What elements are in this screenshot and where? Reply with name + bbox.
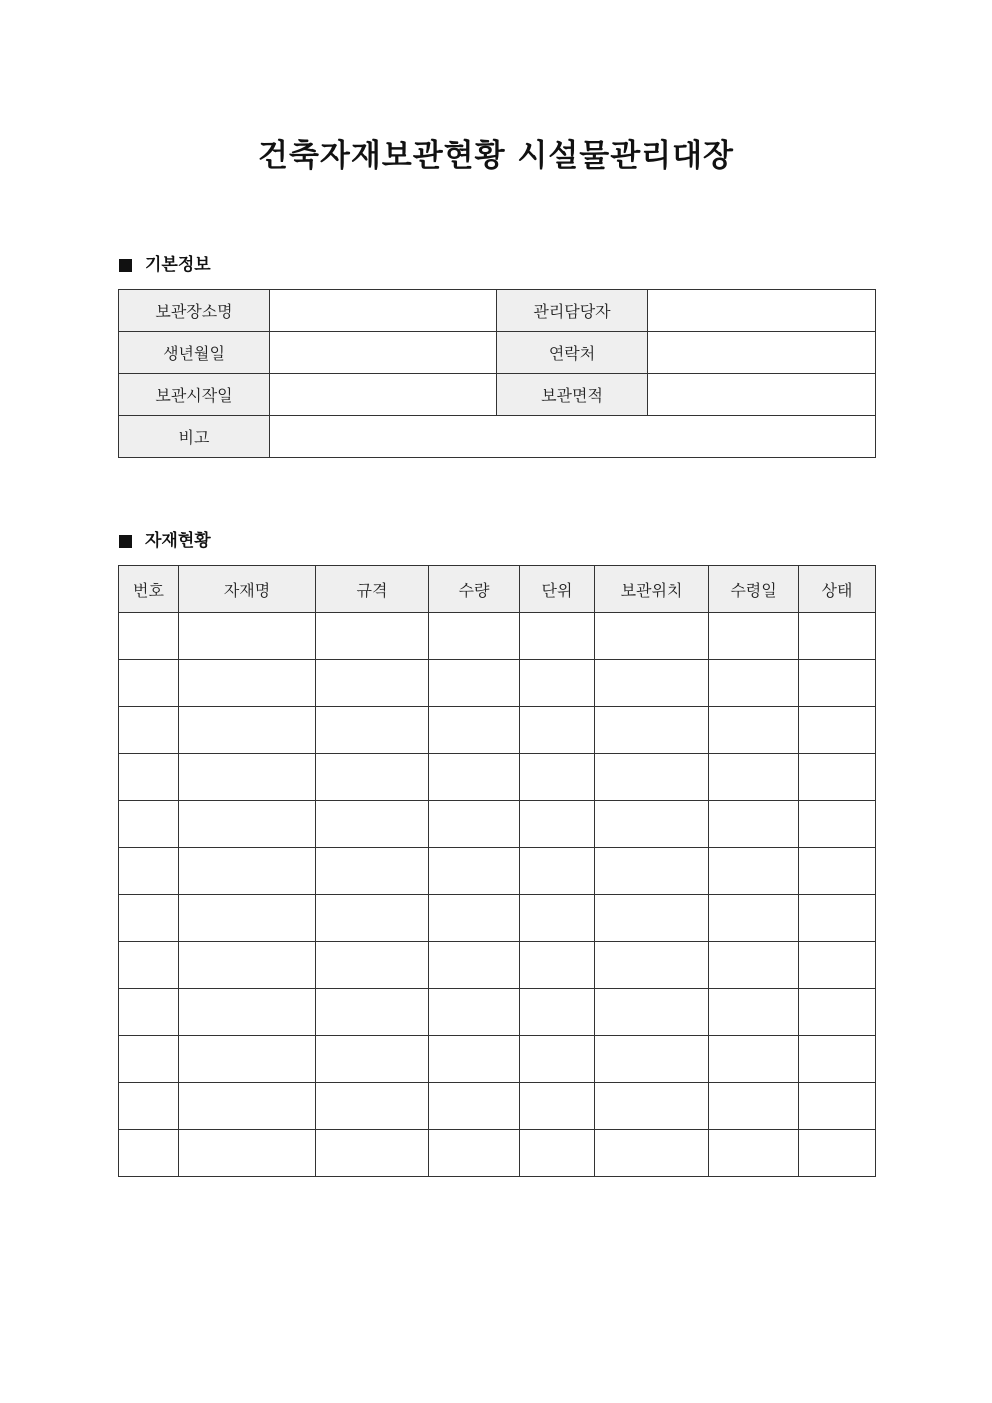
cell-material-name[interactable] [179, 989, 316, 1036]
table-row [119, 848, 876, 895]
cell-unit[interactable] [520, 613, 595, 660]
table-row [119, 801, 876, 848]
cell-unit[interactable] [520, 895, 595, 942]
storage-area-field[interactable] [648, 374, 876, 416]
col-header-material-name: 자재명 [179, 566, 316, 613]
col-header-quantity: 수량 [429, 566, 520, 613]
cell-status[interactable] [799, 613, 876, 660]
table-row [119, 613, 876, 660]
materials-heading-text: 자재현황 [145, 531, 211, 551]
cell-number[interactable] [119, 848, 179, 895]
cell-spec[interactable] [316, 1036, 429, 1083]
cell-spec[interactable] [316, 1130, 429, 1177]
cell-status[interactable] [799, 895, 876, 942]
cell-number[interactable] [119, 895, 179, 942]
cell-location[interactable] [595, 942, 709, 989]
cell-received-date[interactable] [709, 1036, 799, 1083]
cell-number[interactable] [119, 1083, 179, 1130]
cell-quantity[interactable] [429, 1036, 520, 1083]
cell-received-date[interactable] [709, 613, 799, 660]
cell-material-name[interactable] [179, 754, 316, 801]
materials-header-row [119, 566, 876, 613]
cell-unit[interactable] [520, 660, 595, 707]
cell-quantity[interactable] [429, 801, 520, 848]
basic-info-row [119, 332, 876, 374]
cell-material-name[interactable] [179, 1130, 316, 1177]
cell-number[interactable] [119, 1130, 179, 1177]
cell-received-date[interactable] [709, 848, 799, 895]
cell-unit[interactable] [520, 801, 595, 848]
cell-material-name[interactable] [179, 660, 316, 707]
cell-status[interactable] [799, 660, 876, 707]
cell-number[interactable] [119, 754, 179, 801]
storage-start-field[interactable] [270, 374, 497, 416]
storage-name-field[interactable] [270, 290, 497, 332]
cell-received-date[interactable] [709, 895, 799, 942]
cell-unit[interactable] [520, 707, 595, 754]
contact-label: 연락처 [497, 332, 648, 374]
cell-status[interactable] [799, 707, 876, 754]
col-header-received-date: 수령일 [709, 566, 799, 613]
cell-status[interactable] [799, 1083, 876, 1130]
table-row [119, 942, 876, 989]
cell-status[interactable] [799, 754, 876, 801]
cell-spec[interactable] [316, 942, 429, 989]
cell-material-name[interactable] [179, 1036, 316, 1083]
basic-info-heading [119, 253, 211, 277]
cell-location[interactable] [595, 754, 709, 801]
contact-field[interactable] [648, 332, 876, 374]
table-row [119, 989, 876, 1036]
remarks-label: 비고 [119, 416, 270, 458]
col-header-number: 번호 [119, 566, 179, 613]
cell-status[interactable] [799, 801, 876, 848]
cell-received-date[interactable] [709, 754, 799, 801]
col-header-unit: 단위 [520, 566, 595, 613]
cell-spec[interactable] [316, 848, 429, 895]
cell-spec[interactable] [316, 1083, 429, 1130]
basic-info-table [118, 289, 876, 458]
table-row [119, 1083, 876, 1130]
cell-location[interactable] [595, 1130, 709, 1177]
cell-quantity[interactable] [429, 1083, 520, 1130]
cell-number[interactable] [119, 1036, 179, 1083]
cell-unit[interactable] [520, 754, 595, 801]
cell-received-date[interactable] [709, 660, 799, 707]
manager-label: 관리담당자 [497, 290, 648, 332]
square-bullet-icon [119, 535, 132, 548]
basic-info-row [119, 416, 876, 458]
cell-spec[interactable] [316, 707, 429, 754]
cell-material-name[interactable] [179, 1083, 316, 1130]
col-header-status: 상태 [799, 566, 876, 613]
cell-quantity[interactable] [429, 848, 520, 895]
cell-location[interactable] [595, 801, 709, 848]
storage-name-label: 보관장소명 [119, 290, 270, 332]
cell-spec[interactable] [316, 754, 429, 801]
cell-quantity[interactable] [429, 989, 520, 1036]
cell-number[interactable] [119, 707, 179, 754]
cell-status[interactable] [799, 848, 876, 895]
cell-number[interactable] [119, 613, 179, 660]
cell-spec[interactable] [316, 989, 429, 1036]
cell-quantity[interactable] [429, 1130, 520, 1177]
storage-area-label: 보관면적 [497, 374, 648, 416]
table-row [119, 660, 876, 707]
cell-material-name[interactable] [179, 848, 316, 895]
table-row [119, 754, 876, 801]
cell-unit[interactable] [520, 1130, 595, 1177]
square-bullet-icon [119, 259, 132, 272]
cell-unit[interactable] [520, 942, 595, 989]
cell-received-date[interactable] [709, 707, 799, 754]
cell-spec[interactable] [316, 801, 429, 848]
cell-material-name[interactable] [179, 707, 316, 754]
cell-quantity[interactable] [429, 895, 520, 942]
basic-info-row [119, 374, 876, 416]
cell-received-date[interactable] [709, 801, 799, 848]
table-row [119, 1036, 876, 1083]
cell-status[interactable] [799, 1036, 876, 1083]
cell-number[interactable] [119, 801, 179, 848]
cell-quantity[interactable] [429, 707, 520, 754]
manager-field[interactable] [648, 290, 876, 332]
page-title: 건축자재보관현황 시설물관리대장 [258, 138, 734, 174]
cell-location[interactable] [595, 1036, 709, 1083]
cell-received-date[interactable] [709, 1083, 799, 1130]
basic-info-row [119, 290, 876, 332]
cell-number[interactable] [119, 660, 179, 707]
cell-quantity[interactable] [429, 942, 520, 989]
cell-quantity[interactable] [429, 754, 520, 801]
table-row [119, 1130, 876, 1177]
birthdate-label: 생년월일 [119, 332, 270, 374]
col-header-spec: 규격 [316, 566, 429, 613]
cell-quantity[interactable] [429, 660, 520, 707]
cell-spec[interactable] [316, 895, 429, 942]
cell-location[interactable] [595, 613, 709, 660]
cell-material-name[interactable] [179, 801, 316, 848]
storage-start-label: 보관시작일 [119, 374, 270, 416]
cell-received-date[interactable] [709, 942, 799, 989]
basic-info-heading-text: 기본정보 [145, 255, 211, 275]
materials-table [118, 565, 876, 1177]
cell-status[interactable] [799, 989, 876, 1036]
cell-material-name[interactable] [179, 895, 316, 942]
materials-heading [119, 529, 211, 553]
cell-number[interactable] [119, 989, 179, 1036]
cell-status[interactable] [799, 1130, 876, 1177]
cell-quantity[interactable] [429, 613, 520, 660]
cell-location[interactable] [595, 660, 709, 707]
cell-number[interactable] [119, 942, 179, 989]
cell-location[interactable] [595, 848, 709, 895]
col-header-location: 보관위치 [595, 566, 709, 613]
cell-status[interactable] [799, 942, 876, 989]
cell-received-date[interactable] [709, 989, 799, 1036]
cell-location[interactable] [595, 989, 709, 1036]
cell-spec[interactable] [316, 660, 429, 707]
cell-location[interactable] [595, 1083, 709, 1130]
cell-unit[interactable] [520, 848, 595, 895]
table-row [119, 707, 876, 754]
table-row [119, 895, 876, 942]
birthdate-field[interactable] [270, 332, 497, 374]
cell-unit[interactable] [520, 989, 595, 1036]
cell-location[interactable] [595, 707, 709, 754]
cell-spec[interactable] [316, 613, 429, 660]
cell-received-date[interactable] [709, 1130, 799, 1177]
cell-unit[interactable] [520, 1083, 595, 1130]
cell-location[interactable] [595, 895, 709, 942]
cell-unit[interactable] [520, 1036, 595, 1083]
cell-material-name[interactable] [179, 613, 316, 660]
cell-material-name[interactable] [179, 942, 316, 989]
remarks-field[interactable] [270, 416, 876, 458]
